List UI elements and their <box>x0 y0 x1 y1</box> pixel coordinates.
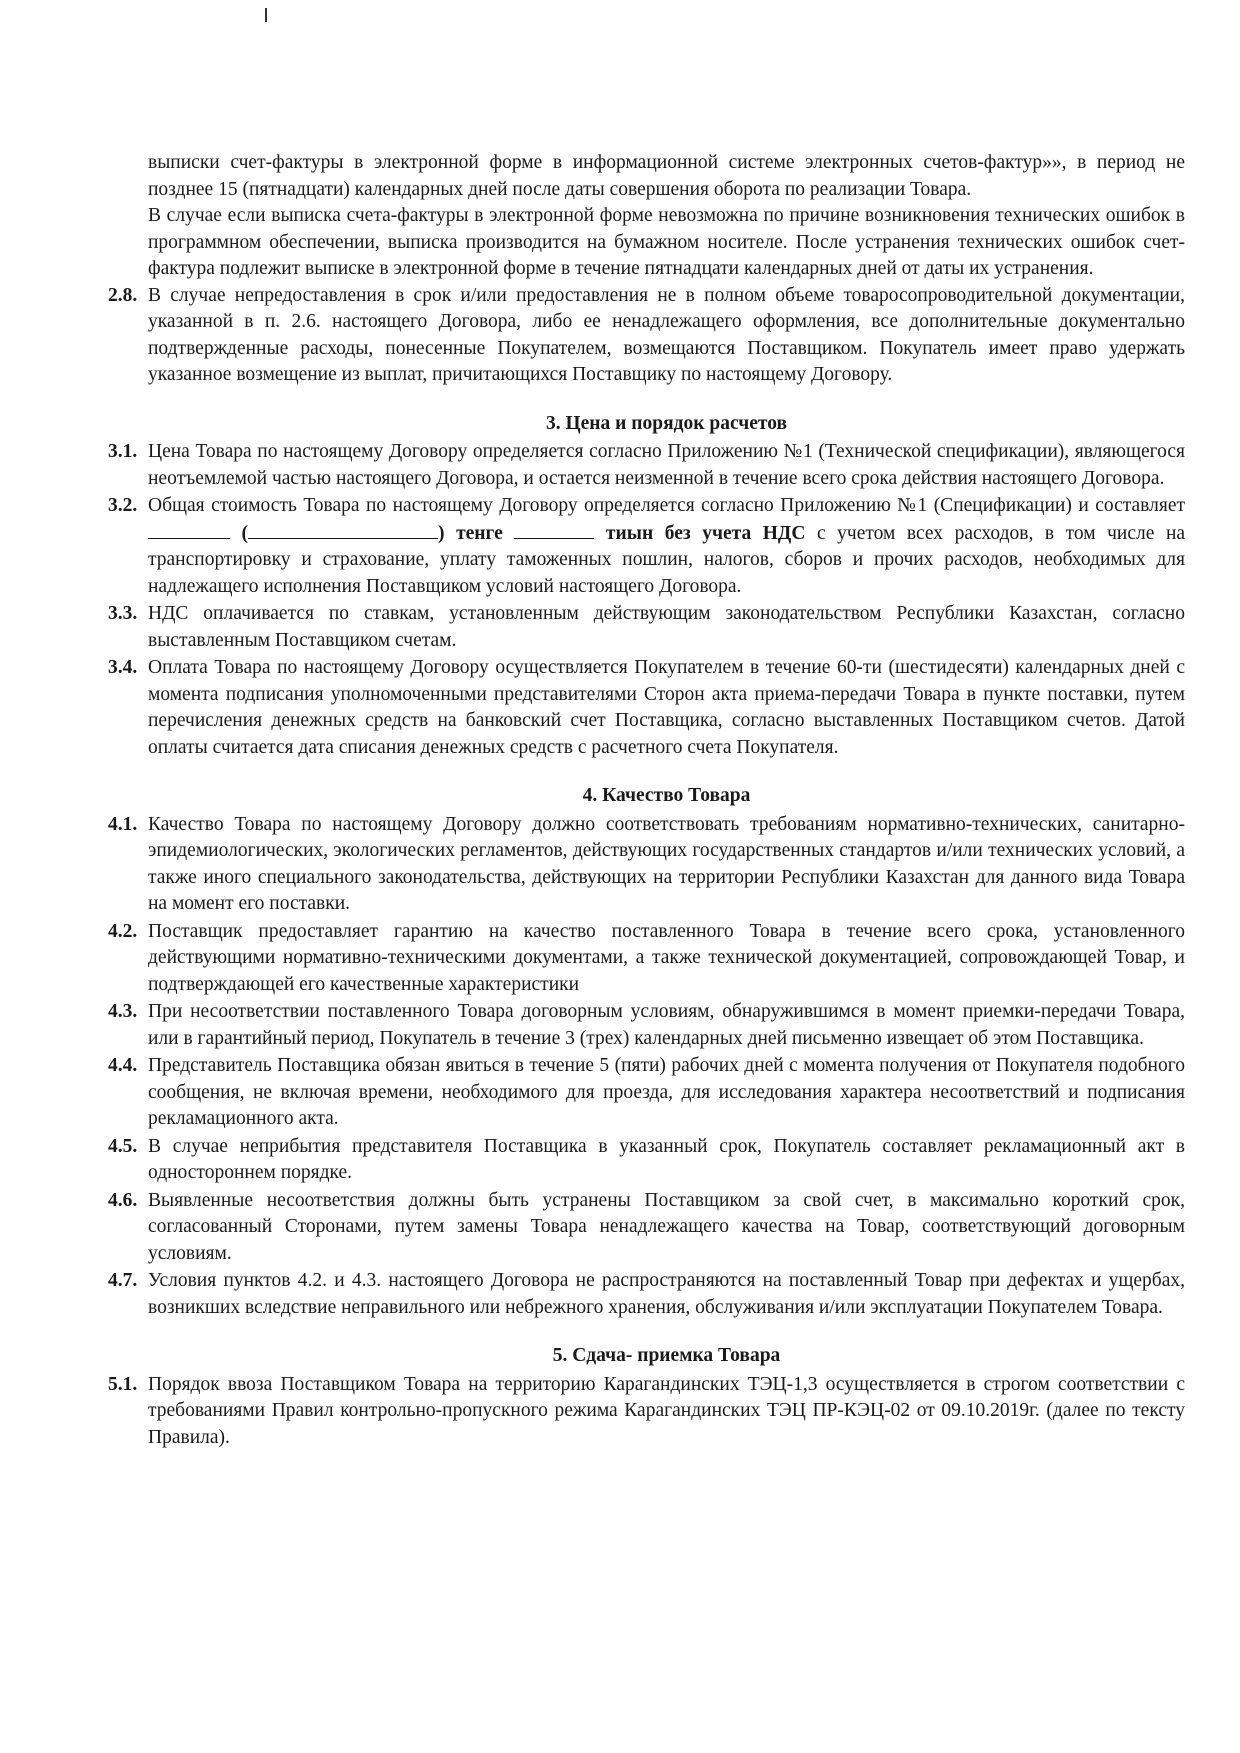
clause-5-1 <box>108 1372 1185 1452</box>
clause-text-part-b: с учетом всех расходов, в том числе на транспортировку и страхование, уплату таможенных пошлин, налогов, сборов и прочих расходов, необходимых для надлежащего исполнения Поставщиком условий настоящего Договора. <box>148 522 1186 597</box>
clause-number: 4.4. <box>108 1055 138 1076</box>
clause-text: Оплата Товара по настоящему Договору осуществляется Покупателем в течение 60-ти (шестидесяти) календарных дней с момента подписания уполномоченными представителями Сторон акта приема-передачи Товара в пункте поставки, путем перечисления денежных средств на банковский счет Поставщика, согласно выставленных Поставщиком счетов. Датой оплаты считается дата списания денежных средств с расчетного счета Покупателя. <box>148 657 1185 758</box>
clause-text: Порядок ввоза Поставщиком Товара на территорию Карагандинских ТЭЦ-1,3 осуществляется в строгом соответствии с требованиями Правил контрольно-пропускного режима Карагандинских ТЭЦ ПР-КЭЦ-02 от 09.10.2019г. (далее по тексту Правила). <box>148 1373 1185 1448</box>
clause-text: В случае неприбытия представителя Поставщика в указанный срок, Покупатель составляет рекламационный акт в одностороннем порядке. <box>148 1135 1185 1183</box>
clause-text: Представитель Поставщика обязан явиться в течение 5 (пяти) рабочих дней с момента получения от Покупателя подобного сообщения, не включая времени, необходимого для проезда, для исследования характера несоответствий и подписания рекламационного акта. <box>148 1055 1185 1129</box>
clause-text: Качество Товара по настоящему Договору должно соответствовать требованиям нормативно-технических, санитарно-эпидемиологических, экологических регламентов, действующих государственных стандартов и/или технических условий, а также иного специального законодательства, действующих на территории Республики Казахстан для данного вида Товара на момент его поставки. <box>148 813 1185 914</box>
clause-text-part-a: Общая стоимость Товара по настоящему Договору определяется согласно Приложению №1 (Спецификации) и составляет <box>148 495 1185 516</box>
clause-number: 4.7. <box>108 1270 138 1291</box>
paren-open: ( <box>241 522 249 544</box>
clause-number: 4.2. <box>108 920 138 942</box>
clause-text: НДС оплачивается по ставкам, установленным действующим законодательством Республики Казахстан, согласно выставленным Поставщиком счетам. <box>148 603 1185 651</box>
amount-blank <box>148 520 230 539</box>
clause-number: 3.3. <box>108 603 138 624</box>
clause-number: 2.8. <box>108 284 138 306</box>
clause-text: При несоответствии поставленного Товара договорным условиям, обнаружившимся в момент приемки-передачи Товара, или в гарантийный период, Покупатель в течение 3 (трех) календарных дней письменно извещает об этом Поставщика. <box>148 1001 1185 1049</box>
clause-text <box>148 493 1185 600</box>
document-body <box>108 150 1185 1452</box>
clause-number: 4.6. <box>108 1189 138 1211</box>
clause-2-8 <box>108 283 1185 389</box>
clause-number: 4.5. <box>108 1135 138 1157</box>
clause-4-6 <box>108 1188 1185 1268</box>
clause-number: 5.1. <box>108 1373 138 1395</box>
section-4-title: 4. Качество Товара <box>582 785 751 806</box>
clause-text: Цена Товара по настоящему Договору определяется согласно Приложению №1 (Технической спецификации), являющегося неотъемлемой частью настоящего Договора, и остается неизменной в течение всего срока действия настоящего Договора. <box>148 441 1185 489</box>
clause-4-5 <box>108 1134 1185 1187</box>
intro-paragraph-1: выписки счет-фактуры в электронной форме в информационной системе электронных счетов-фактур»», в период не позднее 15 (пятнадцати) календарных дней после даты совершения оборота по реализации Товара. <box>148 152 1185 200</box>
tiyn-label: тиын без учета НДС <box>605 522 806 544</box>
intro-paragraph-2: В случае если выписка счета-фактуры в электронной форме невозможна по причине возникновения технических ошибок в программном обеспечении, выписка производится на бумажном носителе. После устранения технических ошибок счет-фактура подлежит выписке в электронной форме в течение пятнадцати календарных дней от даты их устранения. <box>148 205 1185 279</box>
clause-4-7 <box>108 1268 1185 1321</box>
clause-text: Поставщик предоставляет гарантию на качество поставленного Товара в течение всего срока, установленного действующими нормативно-техническими документами, а также технической документацией, сопровождающей Товар, и подтверждающей его качественные характеристики <box>148 920 1185 995</box>
clause-3-3 <box>108 601 1185 654</box>
clause-4-4 <box>108 1053 1185 1133</box>
tiyn-blank <box>514 520 594 539</box>
clause-text: Условия пунктов 4.2. и 4.3. настоящего Договора не распространяются на поставленный Товар при дефектах и ущербах, возникших вследствие неправильного или небрежного хранения, обслуживания и/или эксплуатации Покупателем Товара. <box>148 1270 1185 1318</box>
clause-4-2 <box>108 919 1185 999</box>
clause-number: 3.1. <box>108 441 138 462</box>
clause-number: 4.3. <box>108 1001 138 1022</box>
section-3-title: 3. Цена и порядок расчетов <box>545 412 788 434</box>
clause-text: В случае непредоставления в срок и/или предоставления не в полном объеме товаросопроводительной документации, указанной в п. 2.6. настоящего Договора, либо ее ненадлежащего оформления, все дополнительные документально подтвержденные расходы, понесенные Покупателем, возмещаются Поставщиком. Покупатель имеет право удержать указанное возмещение из выплат, причитающихся Поставщику по настоящему Договору. <box>148 284 1185 385</box>
section-5-title: 5. Сдача- приемка Товара <box>552 1345 781 1366</box>
scan-mark <box>265 8 267 22</box>
clause-3-1 <box>108 439 1185 492</box>
clause-3-4 <box>108 655 1185 761</box>
tenge-label: ) тенге <box>438 522 503 544</box>
clause-4-1 <box>108 812 1185 918</box>
clause-3-2 <box>108 493 1185 600</box>
clause-4-3 <box>108 999 1185 1052</box>
clause-text: Выявленные несоответствия должны быть устранены Поставщиком за свой счет, в максимально короткий срок, согласованный Сторонами, путем замены Товара ненадлежащего качества на Товар, соответствующий договорным условиям. <box>148 1189 1185 1264</box>
clause-number: 3.2. <box>108 495 138 516</box>
amount-words-blank <box>248 520 438 539</box>
clause-number: 3.4. <box>108 657 138 678</box>
clause-number: 4.1. <box>108 813 138 835</box>
